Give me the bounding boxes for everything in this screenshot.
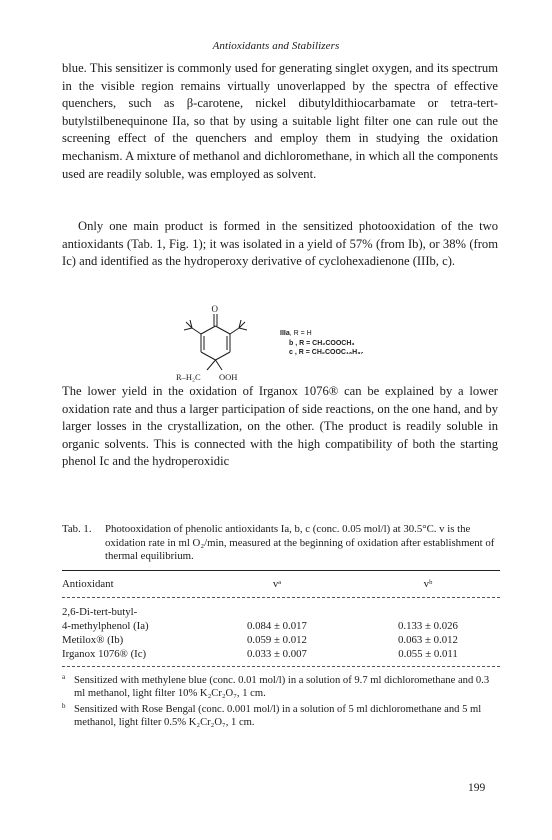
table-top-rule [62,570,500,571]
table-caption-text: Photooxidation of phenolic antioxidants Ia, b, c (conc. 0.05 mol/l) at 30.5°C. v is the oxidation rate in ml O₂/min, measured at the beginning of oxidation after establishment of thermal equilibrium. [105,523,495,562]
hydroperoxy-label: OOH [219,372,238,382]
oxygen-atom-label: O [211,304,218,314]
table-caption [62,523,502,564]
paragraph-text: blue. This sensitizer is commonly used for generating singlet oxygen, and its spectrum in the visible region remains virtually unoverlapped by the spectra of effective quenchers, such as β-carotene, nickel dibutyldithiocarbamate or tetra-tert-butylstilbenequinone IIa, so that by using a suitable light filter one can rule out the screening effect of the quenchers and employ them in studying the oxidation mechanism. A mixture of methanol and dichloromethane, in which all the components used are readily soluble, was employed as solvent. [62,61,498,181]
footnote-text: Sensitized with methylene blue (conc. 0.01 mol/l) in a solution of 9.7 ml dichloromethane and 0.3 ml methanol, light filter 10% K₂Cr₂O₇, 1 cm. [74,675,490,700]
compound-label-b [289,339,355,349]
table-row-name: Metilox® (Ib) [62,634,124,646]
compound-label-a [280,329,312,339]
compound-label-c [289,348,363,358]
cyclohexadienone-structure [170,300,290,390]
table-bottom-rule [62,666,500,667]
table-row-name: 2,6-Di-tert-butyl- [62,606,138,618]
table-cell-vb: 0.055 ± 0.011 [398,648,458,660]
footnote-a [62,674,502,700]
compound-r-c: c , R = CH₂COOC₁₈H₃₇ [289,349,364,356]
substituent-label: R–H₂C [176,372,201,382]
compound-name: IIIa [280,330,290,337]
header-antioxidant: Antioxidant [62,578,114,590]
footnote-mark: b [62,702,66,710]
body-paragraph-2 [62,218,498,271]
body-paragraph-1 [62,60,498,183]
table-cell-va: 0.084 ± 0.017 [247,620,307,632]
table-header-rule [62,597,500,598]
running-header: Antioxidants and Stabilizers [212,40,340,52]
page-number: 199 [468,782,486,794]
paragraph-text: Only one main product is formed in the sensitized photooxidation of the two antioxidants (Tab. 1, Fig. 1); it was isolated in a yield of 57% (from Ib), or 38% (from Ic) and identified as the hydroperoxy derivative of cyclohexadienone (IIIb, c). [62,219,498,269]
body-paragraph-3 [62,383,498,471]
table-row-name: 4-methylphenol (Ia) [62,620,149,632]
table-cell-va: 0.033 ± 0.007 [247,648,307,660]
table-cell-vb: 0.063 ± 0.012 [398,634,458,646]
header-va: vᵃ [272,578,282,590]
table-cell-va: 0.059 ± 0.012 [247,634,307,646]
paragraph-text: The lower yield in the oxidation of Irganox 1076® can be explained by a lower oxidation rate and thus a larger participation of side reactions, on the one hand, and by larger losses in the crystallization, on the other. (The product is readily soluble in organic solvents. This is connected with the high compatibility of both the starting phenol Ic and the hydroperoxidic [62,384,498,469]
table-row-name: Irganox 1076® (Ic) [62,648,147,660]
compound-r-b: b , R = CH₂COOCH₃ [289,339,355,347]
compound-r-a: , R = H [289,330,312,337]
table-cell-vb: 0.133 ± 0.026 [398,620,458,632]
table-id: Tab. 1. [62,523,92,535]
header-vb: vᵇ [423,578,433,590]
footnote-mark: a [62,673,66,681]
footnote-text: Sensitized with Rose Bengal (conc. 0.001 mol/l) in a solution of 5 ml dichloromethane and 5 ml methanol, light filter 0.5% K₂Cr₂O₇, 1 cm. [74,704,482,729]
footnote-b [62,703,502,729]
